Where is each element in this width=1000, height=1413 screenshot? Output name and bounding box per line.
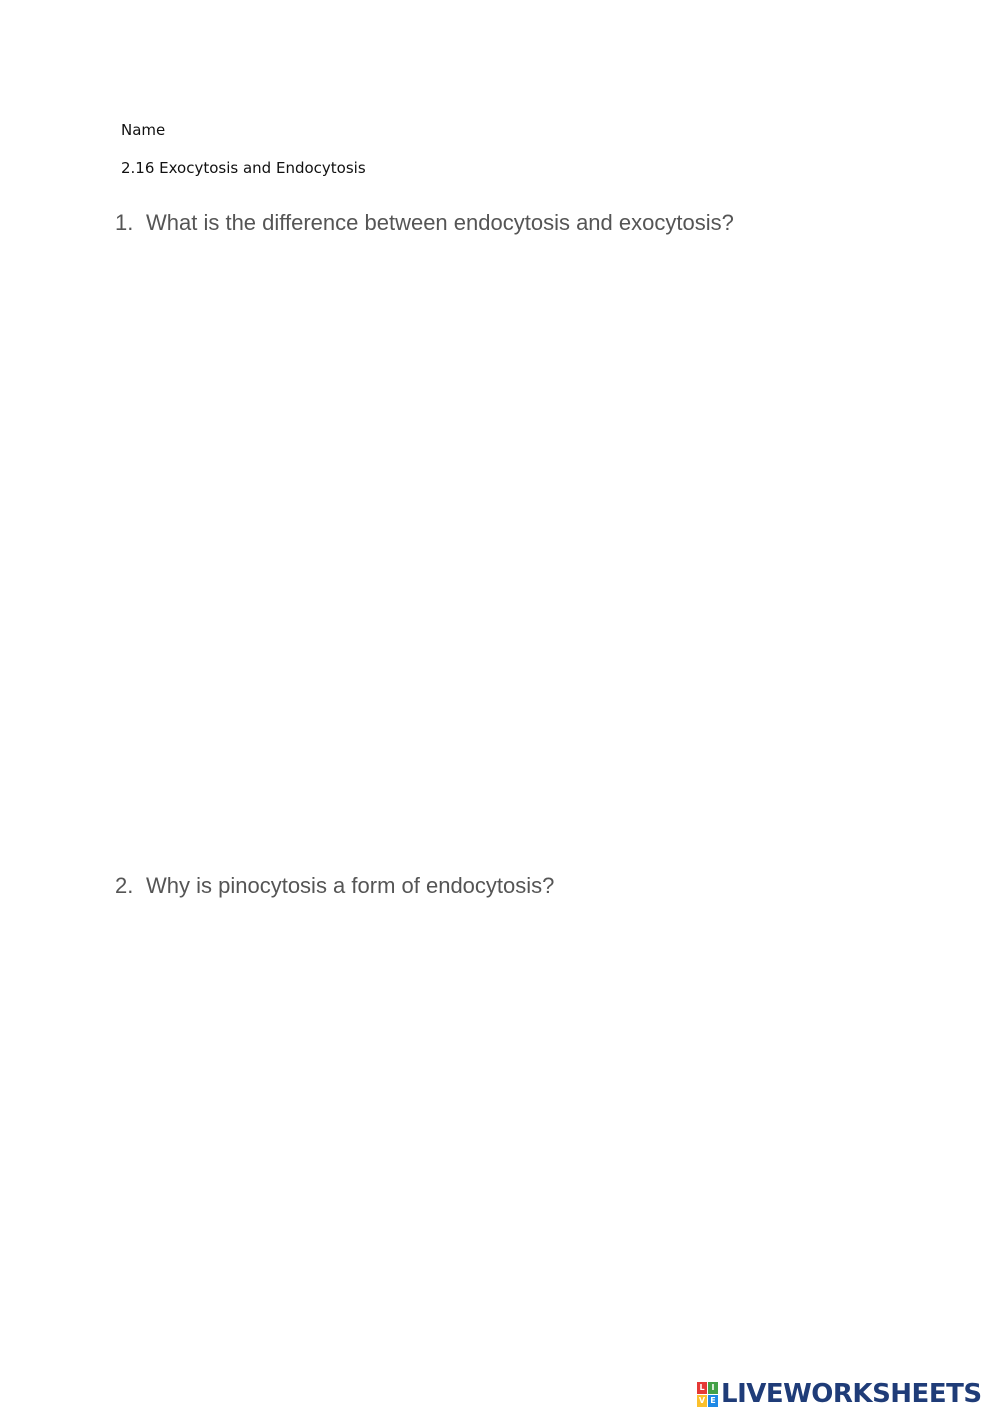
name-label: Name xyxy=(121,121,166,139)
answer-area-1[interactable] xyxy=(115,250,885,850)
logo-tile-i: I xyxy=(708,1382,718,1394)
question-1 xyxy=(115,210,734,236)
liveworksheets-logo-icon xyxy=(697,1382,718,1407)
question-1-number: 1. xyxy=(115,210,134,235)
answer-area-2[interactable] xyxy=(115,915,885,1355)
logo-tile-e: E xyxy=(708,1395,718,1407)
logo-tile-v: V xyxy=(698,1395,706,1405)
question-1-text: What is the difference between endocytosis and exocytosis? xyxy=(146,210,734,235)
liveworksheets-brand xyxy=(697,1379,982,1409)
logo-tile-l: L xyxy=(697,1382,707,1394)
question-2-text: Why is pinocytosis a form of endocytosis? xyxy=(146,873,555,898)
worksheet-title: 2.16 Exocytosis and Endocytosis xyxy=(121,159,366,177)
question-2 xyxy=(115,873,554,899)
liveworksheets-wordmark: LIVEWORKSHEETS xyxy=(721,1379,982,1409)
question-2-number: 2. xyxy=(115,873,134,898)
